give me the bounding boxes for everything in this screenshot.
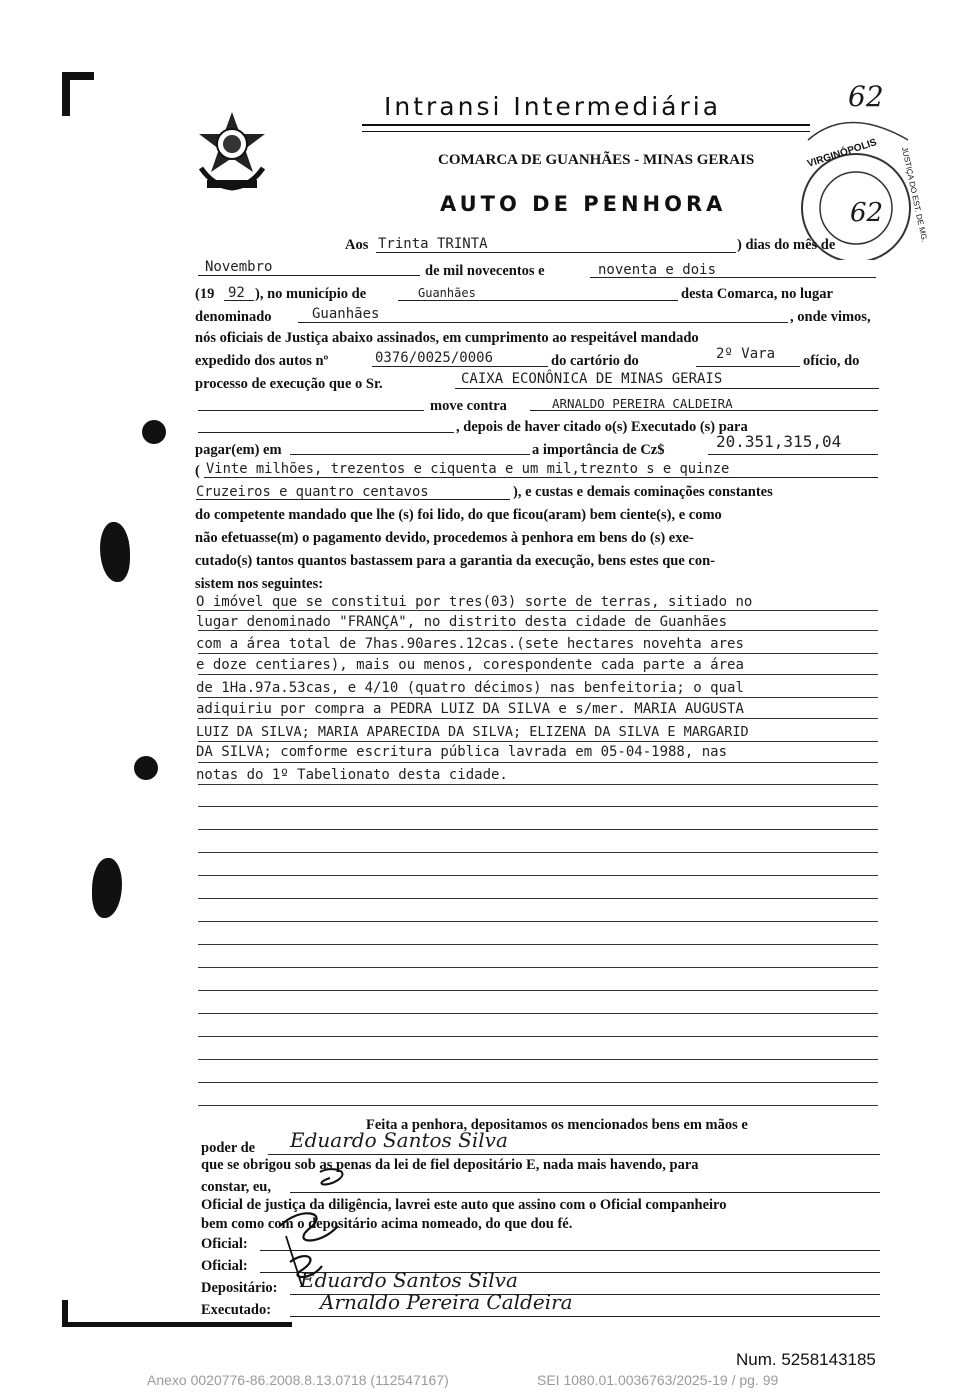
- binder-hole-2: [134, 756, 158, 780]
- blank-rule: [198, 944, 878, 945]
- staple-mark-2: [92, 858, 122, 918]
- depois-label: , depois de haver citado o(s) Executado (s) para: [456, 419, 748, 435]
- depositario-signature: Eduardo Santos Silva: [300, 1268, 518, 1292]
- body-line-4: sistem nos seguintes:: [195, 576, 324, 592]
- constar-label: constar, eu,: [201, 1179, 271, 1195]
- custas-label: ), e custas e demais cominações constantes: [513, 484, 773, 500]
- cartorio-line: [696, 366, 800, 367]
- executado-signature: Arnaldo Pereira Caldeira: [320, 1290, 573, 1314]
- blank-rule: [198, 990, 878, 991]
- stamp-text-side: JUSTIÇA DO EST. DE MG.: [899, 146, 929, 243]
- bens-line-9: notas do 1º Tabelionato desta cidade.: [196, 767, 508, 783]
- body-line-2: não efetuasse(m) o pagamento devido, procedemos à penhora em bens do (s) exe-: [195, 530, 694, 546]
- bens-rule-1: [198, 610, 878, 611]
- executado-label: Executado:: [201, 1302, 272, 1318]
- body-line-1: do competente mandado que lhe (s) foi lido, do que ficou(aram) bem ciente(s), e como: [195, 507, 722, 523]
- blank-rule: [198, 1036, 878, 1037]
- anexo-reference: Anexo 0020776-86.2008.8.13.0718 (112547167): [147, 1372, 449, 1388]
- oficial-line-1: Oficial de justiça da diligência, lavrei este auto que assino com o Oficial companheiro: [201, 1197, 727, 1213]
- poder-label: poder de: [201, 1140, 256, 1156]
- company-name: Intransi Intermediária: [384, 92, 722, 121]
- month-line: [198, 275, 420, 276]
- expedido-label: expedido dos autos nº: [195, 353, 329, 369]
- move-pre-line: [198, 410, 424, 411]
- bens-rule-9: [198, 784, 878, 785]
- handwritten-page-number: 62: [848, 80, 884, 113]
- bens-line-5: de 1Ha.97a.53cas, e 4/10 (quatro décimos) nas benfeitoria; o qual: [196, 680, 744, 696]
- blank-rule: [198, 1059, 878, 1060]
- blank-rule: [198, 875, 878, 876]
- sei-reference: SEI 1080.01.0036763/2025-19 / pg. 99: [537, 1372, 779, 1388]
- blank-rule: [198, 1082, 878, 1083]
- scan-left-edge: [62, 1300, 68, 1327]
- municipio-label: ), no município de: [255, 286, 367, 302]
- brazil-coat-of-arms-icon: [193, 108, 271, 192]
- onde-label: , onde vimos,: [790, 309, 871, 325]
- blank-rule: [198, 806, 878, 807]
- bens-line-6: adiquiriu por compra a PEDRA LUIZ DA SILVA e s/mer. MARIA AUGUSTA: [196, 701, 744, 717]
- header-rule-2: [362, 131, 810, 132]
- bens-line-8: DA SILVA; comforme escritura pública lavrada em 05-04-1988, nas: [196, 744, 728, 760]
- importancia-label: a importância de Cz$: [532, 442, 665, 458]
- cartorio-label: do cartório do: [551, 353, 639, 369]
- staple-mark-1: [100, 522, 130, 582]
- document-title: AUTO DE PENHORA: [440, 192, 727, 216]
- executado-value: ARNALDO PEREIRA CALDEIRA: [552, 396, 733, 411]
- day-line: [376, 252, 736, 253]
- day-value: Trinta TRINTA: [378, 236, 488, 252]
- year-open: (19: [195, 286, 215, 302]
- extenso-open: (: [195, 463, 200, 479]
- cartorio-value: 2º Vara: [716, 346, 776, 362]
- extenso-line-2-rule: [196, 499, 510, 500]
- lugar-value: Guanhães: [312, 306, 380, 322]
- oficiais-line: nós oficiais de Justiça abaixo assinados, em cumprimento ao respeitável mandado: [195, 330, 699, 346]
- extenso-line-1: Vinte milhões, trezentos e ciquenta e um mil,treznto s e quinze: [206, 461, 730, 477]
- oficio-label: ofício, do: [803, 353, 860, 369]
- blank-rule: [198, 1105, 878, 1106]
- month-value: Novembro: [205, 259, 273, 275]
- pagar-line: [290, 454, 530, 455]
- mil-label: de mil novecentos e: [425, 263, 545, 279]
- year-words: noventa e dois: [598, 262, 717, 278]
- stamp-text-top: VIRGINÓPOLIS: [806, 137, 879, 170]
- blank-rule: [198, 852, 878, 853]
- denominado-label: denominado: [195, 309, 272, 325]
- feita-line: Feita a penhora, depositamos os mencionados bens em mãos e: [366, 1117, 748, 1133]
- oficial-1-label: Oficial:: [201, 1236, 248, 1252]
- blank-rule: [198, 921, 878, 922]
- poder-line: [268, 1154, 880, 1155]
- year-value: 92: [228, 285, 245, 301]
- binder-hole-1: [142, 420, 166, 444]
- obrigou-line: que se obrigou sob as penas da lei de fiel depositário E, nada mais havendo, para: [201, 1157, 699, 1173]
- autos-number: 0376/0025/0006: [375, 350, 494, 366]
- aos-label: Aos: [345, 237, 369, 253]
- comarca-heading: COMARCA DE GUANHÃES - MINAS GERAIS: [438, 152, 755, 168]
- body-line-3: cutado(s) tantos quantos bastassem para a garantia da execução, bens estes que con-: [195, 553, 715, 569]
- executado-line: [290, 1316, 880, 1317]
- comarca-label: desta Comarca, no lugar: [681, 286, 833, 302]
- bens-rule-8: [198, 762, 878, 763]
- bens-line-3: com a área total de 7has.90ares.12cas.(sete hectares novehta ares: [196, 636, 744, 652]
- depois-pre-line: [198, 432, 454, 433]
- bens-line-7: LUIZ DA SILVA; MARIA APARECIDA DA SILVA; ELIZENA DA SILVA E MARGARID: [196, 724, 749, 740]
- autos-line: [372, 366, 548, 367]
- exequente-line: [455, 388, 879, 389]
- processo-label: processo de execução que o Sr.: [195, 376, 383, 392]
- municipio-line: [398, 300, 678, 301]
- lugar-line: [298, 322, 788, 323]
- municipio-value: Guanhães: [418, 286, 476, 300]
- bens-rule-4: [198, 674, 878, 675]
- bens-rule-3: [198, 653, 878, 654]
- header-rule-1: [362, 124, 810, 126]
- bens-rule-5: [198, 697, 878, 698]
- exequente-value: CAIXA ECONÔNICA DE MINAS GERAIS: [461, 371, 723, 387]
- pagar-label: pagar(em) em: [195, 442, 282, 458]
- importancia-value: 20.351,315,04: [716, 432, 842, 451]
- bens-rule-2: [198, 630, 878, 631]
- blank-rule: [198, 1013, 878, 1014]
- scan-corner-mark-vertical: [62, 72, 70, 116]
- oficial-line-2: bem como com o depositário acima nomeado, do que dou fé.: [201, 1216, 573, 1232]
- blank-rule: [198, 898, 878, 899]
- year-words-line: [590, 277, 876, 278]
- bens-line-1: O imóvel que se constitui por tres(03) sorte de terras, sitiado no: [196, 594, 753, 610]
- bens-line-2: lugar denominado "FRANÇA", no distrito desta cidade de Guanhães: [196, 614, 728, 630]
- bens-rule-7: [198, 741, 878, 742]
- blank-rule: [198, 967, 878, 968]
- document-number: Num. 5258143185: [736, 1350, 876, 1369]
- year-line: [224, 300, 254, 301]
- move-label: move contra: [430, 398, 507, 414]
- dias-label: ) dias do mês de: [737, 237, 836, 253]
- blank-rule: [198, 829, 878, 830]
- bens-line-4: e doze centiares), mais ou menos, corespondente cada parte a área: [196, 657, 744, 673]
- oficial-2-label: Oficial:: [201, 1258, 248, 1274]
- scan-bottom-edge: [62, 1322, 292, 1327]
- stamp-number: 62: [850, 198, 884, 228]
- executado-line: [530, 410, 878, 411]
- depositario-label: Depositário:: [201, 1280, 278, 1296]
- depositario-handwritten-name: Eduardo Santos Silva: [290, 1128, 508, 1152]
- extenso-line-2: Cruzeiros e quantro centavos: [196, 484, 429, 500]
- signature-scribble-icon: [260, 1166, 400, 1306]
- importancia-line: [708, 454, 878, 455]
- bens-rule-6: [198, 718, 878, 719]
- extenso-line-1-rule: [204, 477, 878, 478]
